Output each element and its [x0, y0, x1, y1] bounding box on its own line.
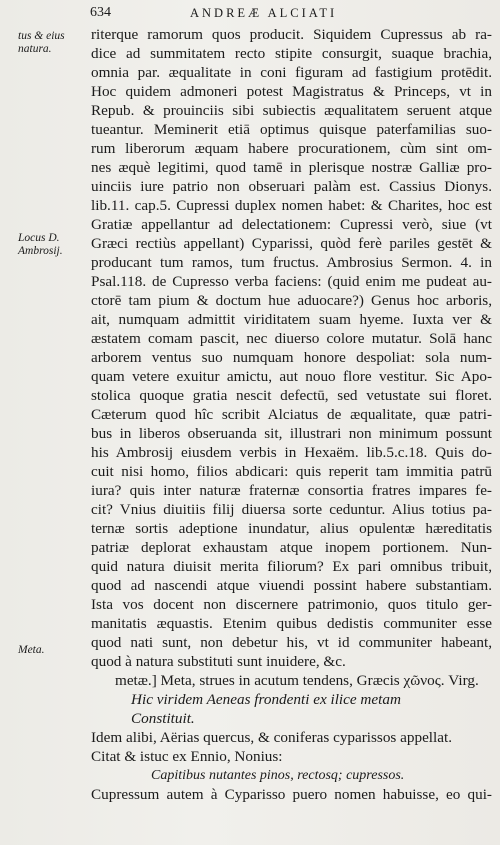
verse-line: Hic viridem Aeneas frondenti ex ilice metam: [131, 691, 401, 708]
text-line: stolica quoque gratia nescit defectū, sed vetustate sui floret.: [91, 387, 492, 404]
text-line: Cæterum quod hîc scribit Alciatus de æqualitate, quæ patri-: [91, 406, 492, 423]
text-line: Ista vos docent non discernere patrimonio, quos titulo ger-: [91, 596, 492, 613]
margin-note-ambrosius: Locus D. Ambrosij.: [18, 232, 63, 257]
page-number: 634: [90, 5, 111, 20]
text-line: patriæ deplorat exhaustam atque inopem portionem. Nun-: [91, 539, 492, 556]
text-line: ternæ sortis adeptione inundatur, alius opulentæ hæreditatis: [91, 520, 492, 537]
text-line: rum liberorum æquam habere procurationem, cùm sint om-: [91, 140, 492, 157]
verse-line: Constituit.: [131, 710, 195, 727]
text-line: quod ad nascendi atque viuendi possint habere substantiam.: [91, 577, 492, 594]
text-line: cit? Vnius diuitiis filij diuersa sorte ceduntur. Alius totius pa-: [91, 501, 492, 518]
text-line: lib.11. cap.5. Cupressi duplex nomen habet: & Charites, hoc est: [91, 197, 492, 214]
text-line: riterque ramorum quos producit. Siquidem Cupressus ab ra-: [91, 26, 492, 43]
text-line: cuit nisi homo, filios abdicari: quis reperit tam immitia patrū: [91, 463, 492, 480]
text-line: quid natura diuisit merita filiorum? Ex pari omnibus tribuit,: [91, 558, 492, 575]
text-line: Idem alibi, Aërias quercus, & coniferas cyparissos appellat.: [91, 729, 453, 746]
text-line: Hoc quidem admoneri potest Magistratus & Princeps, vt in: [91, 83, 492, 100]
text-line: ctorē tam pium & doctum hue aduocare?) Genus hoc arboris,: [91, 292, 492, 309]
text-line: manitatis æquastis. Etenim quibus dedistis communiter esse: [91, 615, 492, 632]
text-line: Repub. & prouinciis sibi subiectis æqualitatem seruent atque: [91, 102, 492, 119]
text-line: Græci rectiùs appellant) Cyparissi, quòd ferè pariles gestēt &: [91, 235, 492, 252]
text-line: quod à natura substituti sunt inuidere, &c.: [91, 653, 346, 670]
text-line: tueantur. Meminerit etiā optimus quisque paterfamilias suo-: [91, 121, 492, 138]
text-line: dice ad summitatem recto stipite consurgit, suaque brachia,: [91, 45, 492, 62]
margin-note-natura: tus & eius natura.: [18, 30, 65, 55]
text-line: his Ambrosij eiusdem verbis in Hexaëm. lib.5.c.18. Quis do-: [91, 444, 492, 461]
text-line: quam vetere exuitur amictu, aut nouo flore vestitur. Sic Apo-: [91, 368, 492, 385]
text-line: producant tum ramos, tum fructus. Ambrosius Sermon. 4. in: [91, 254, 492, 271]
page-header: [90, 5, 490, 23]
text-line: iura? quis inter naturæ fraternæ consortia fratres impares fe-: [91, 482, 492, 499]
text-line: ait, numquam admittit viriditatem suam hyeme. Iuxta ver &: [91, 311, 492, 328]
running-title: ANDREÆ ALCIATI: [190, 6, 338, 20]
text-line: nes æquè legitimi, quod tamē in plerisque nostræ Galliæ pro-: [91, 159, 492, 176]
text-line-meta-note: metæ.] Meta, strues in acutum tendens, Græcis χῶνος. Virg.: [115, 672, 479, 689]
verse-line: Capitibus nutantes pinos, rectosq; cupressos.: [151, 768, 405, 783]
margin-note-meta: Meta.: [18, 644, 45, 656]
text-line: Citat & istuc ex Ennio, Nonius:: [91, 748, 283, 765]
text-line: omnia par. æqualitate in coni figuram ad fastigium protēdit.: [91, 64, 492, 81]
text-line: Cupressum autem à Cyparisso puero nomen habuisse, eo qui-: [91, 786, 492, 803]
text-line: Gratiæ appellantur ad delectationem: Cupressi verò, siue (vt: [91, 216, 492, 233]
text-line: arborem ventus suo numquam honore despoliat: sola num-: [91, 349, 492, 366]
text-line: æstatem comam pascit, nec diuerso colore mutatur. Solā hanc: [91, 330, 492, 347]
text-line: uinciis iure patrio non obseruari palàm est. Cassius Dionys.: [91, 178, 492, 195]
text-line: bus in liberos obseruanda sit, illustrari non minimum possunt: [91, 425, 492, 442]
text-line: Psal.118. de Cupresso verba faciens: (quid enim me pudeat au-: [91, 273, 492, 290]
main-text: [91, 25, 492, 804]
text-line: quod nati sunt, non debetur his, vt id communiter habeant,: [91, 634, 492, 651]
